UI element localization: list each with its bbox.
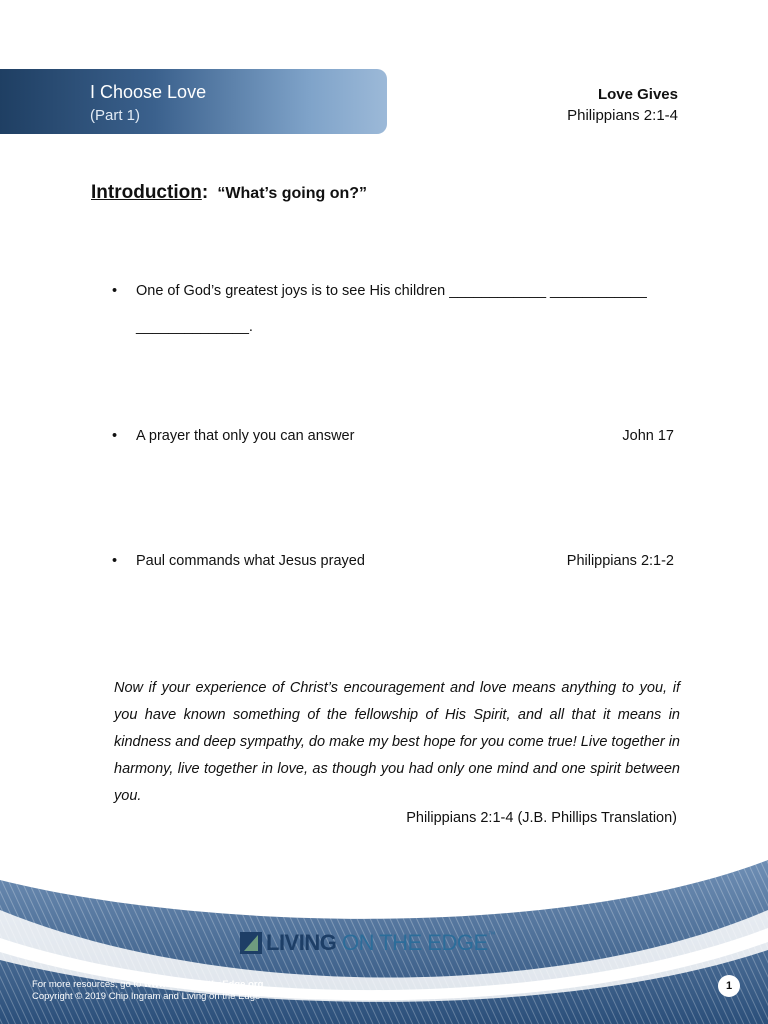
passage-reference: Philippians 2:1-4 bbox=[567, 107, 678, 124]
resources-line bbox=[32, 979, 263, 990]
logo-mark-icon bbox=[240, 932, 262, 954]
introduction-question: “What’s going on?” bbox=[217, 185, 368, 202]
introduction-heading bbox=[91, 182, 367, 204]
resources-prefix: For more resources, go to bbox=[32, 979, 144, 990]
series-title: Love Gives bbox=[597, 86, 678, 103]
logo-text-bold: LIVING bbox=[266, 930, 337, 955]
introduction-colon: : bbox=[201, 182, 209, 203]
copyright-line: Copyright © 2019 Chip Ingram and Living on the Edge bbox=[32, 991, 261, 1002]
trademark-symbol: ™ bbox=[487, 930, 496, 939]
scripture-quote: Now if your experience of Christ’s encouragement and love means anything to you, if you have known something of the fellowship of His Spirit, and all that it means in kindness and deep sympathy, do make my best hope for you come true! Live together in harmony, live together in love, as though you had only one mind and one spirit between you. bbox=[114, 680, 680, 804]
bullet-text: Paul commands what Jesus prayed bbox=[136, 553, 365, 569]
bullet-text: A prayer that only you can answer bbox=[136, 428, 355, 444]
logo-text-light: ON THE EDGE bbox=[336, 930, 488, 955]
bullet-text: One of God’s greatest joys is to see His children ____________ ____________ bbox=[136, 283, 647, 299]
bullet-dot: • bbox=[112, 428, 118, 444]
introduction-label: Introduction bbox=[91, 182, 202, 203]
bullet-continuation: ______________. bbox=[136, 319, 253, 335]
quote-reference: Philippians 2:1-4 (J.B. Phillips Translation) bbox=[406, 810, 677, 826]
page-number-badge: 1 bbox=[718, 975, 740, 997]
bullet-reference: John 17 bbox=[622, 428, 674, 444]
resources-url-link[interactable]: www.LivingontheEdge.org bbox=[143, 979, 264, 990]
lesson-subtitle: (Part 1) bbox=[90, 107, 141, 124]
lesson-title: I Choose Love bbox=[90, 82, 207, 102]
bullet-reference: Philippians 2:1-2 bbox=[566, 553, 674, 569]
bullet-dot: • bbox=[112, 283, 118, 299]
bullet-dot: • bbox=[112, 553, 118, 569]
